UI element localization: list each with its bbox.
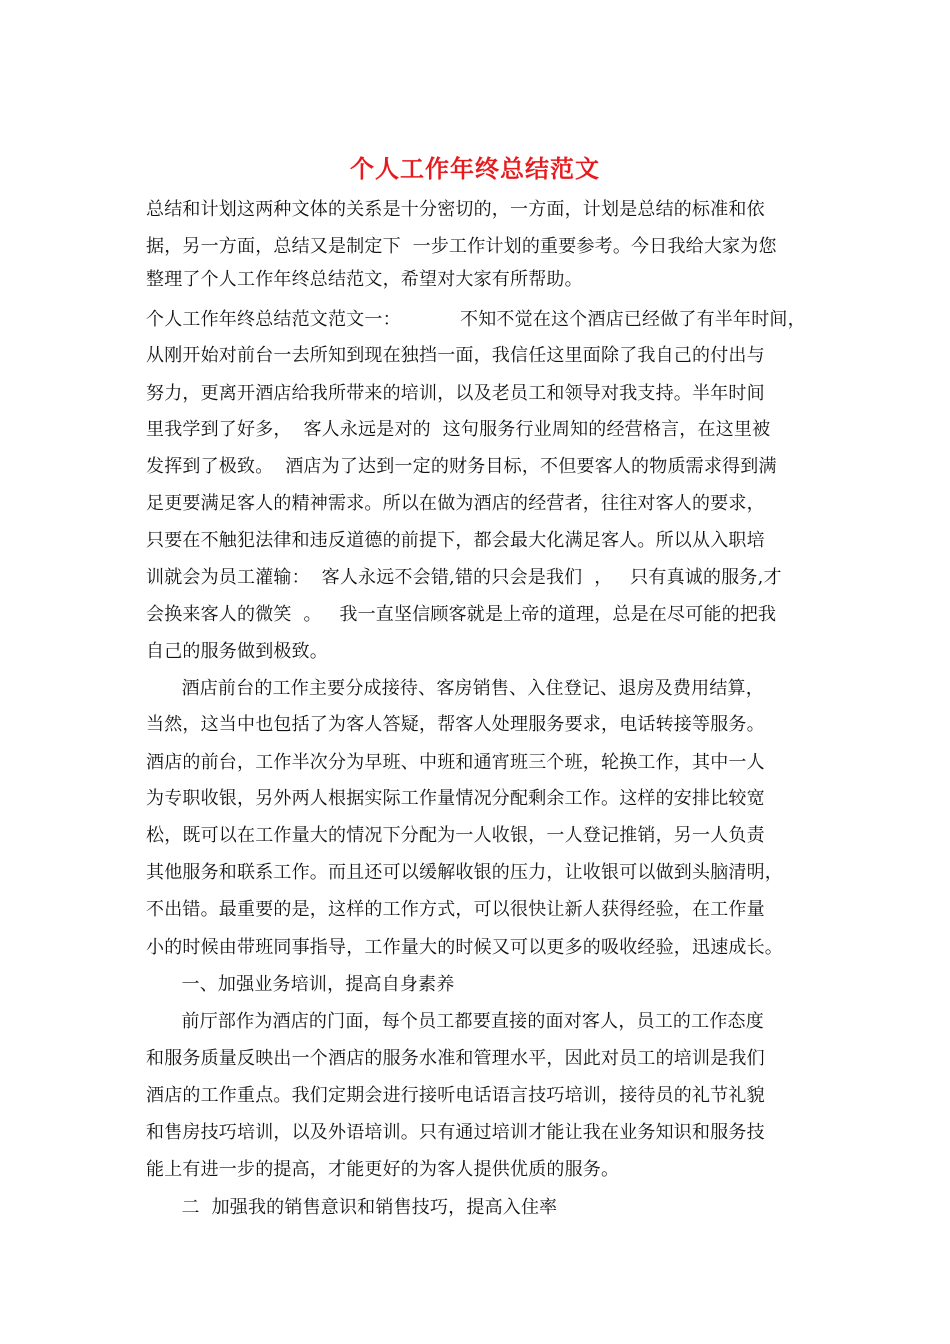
body-line: 酒店的前台，工作半次分为早班、中班和通宵班三个班，轮换工作，其中一人: [146, 752, 765, 773]
body-line: 足更要满足客人的精神需求。所以在做为酒店的经营者，往往对客人的要求，: [146, 493, 765, 514]
body-line: 努力，更离开酒店给我所带来的培训，以及老员工和领导对我支持。半年时间: [146, 383, 765, 404]
section-heading: 一、加强业务培训，提高自身素养: [146, 974, 455, 995]
section-heading: 二 加强我的销售意识和销售技巧，提高入住率: [146, 1197, 558, 1218]
body-line: 其他服务和联系工作。而且还可以缓解收银的压力，让收银可以做到头脑清明，: [146, 862, 783, 883]
body-line: 不出错。最重要的是，这样的工作方式，可以很快让新人获得经验，在工作量: [146, 899, 765, 920]
body-line: 个人工作年终总结范文范文一： 不知不觉在这个酒店已经做了有半年时间，: [146, 309, 806, 330]
body-line: 里我学到了好多， 客人永远是对的 这句服务行业周知的经营格言，在这里被: [146, 419, 771, 440]
body-line: 发挥到了极致。 酒店为了达到一定的财务目标，不但要客人的物质需求得到满: [146, 456, 777, 477]
body-line: 当然，这当中也包括了为客人答疑，帮客人处理服务要求，电话转接等服务。: [146, 714, 765, 735]
body-line: 只要在不触犯法律和违反道德的前提下，都会最大化满足客人。所以从入职培: [146, 530, 765, 551]
body-line: 和服务质量反映出一个酒店的服务水准和管理水平，因此对员工的培训是我们: [146, 1048, 765, 1069]
body-line: 为专职收银，另外两人根据实际工作量情况分配剩余工作。这样的安排比较宽: [146, 788, 765, 809]
body-line: 松，既可以在工作量大的情况下分配为一人收银，一人登记推销，另一人负责: [146, 825, 765, 846]
body-line: 酒店的工作重点。我们定期会进行接听电话语言技巧培训，接待员的礼节礼貌: [146, 1085, 765, 1106]
body-line: 小的时候由带班同事指导，工作量大的时候又可以更多的吸收经验，迅速成长。: [146, 937, 783, 958]
body-line: 自己的服务做到极致。: [146, 641, 328, 662]
body-line: 能上有进一步的提高，才能更好的为客人提供优质的服务。: [146, 1159, 620, 1180]
body-line: 总结和计划这两种文体的关系是十分密切的，一方面，计划是总结的标准和依: [146, 199, 765, 220]
body-line: 酒店前台的工作主要分成接待、客房销售、入住登记、退房及费用结算，: [146, 678, 764, 699]
body-line: 从刚开始对前台一去所知到现在独挡一面，我信任这里面除了我自己的付出与: [146, 345, 765, 366]
body-line: 整理了个人工作年终总结范文，希望对大家有所帮助。: [146, 269, 583, 290]
body-line: 会换来客人的微笑 。 我一直坚信顾客就是上帝的道理，总是在尽可能的把我: [146, 604, 777, 625]
body-line: 前厅部作为酒店的门面，每个员工都要直接的面对客人，员工的工作态度: [146, 1011, 764, 1032]
body-line: 训就会为员工灌输： 客人永远不会错,错的只会是我们 ， 只有真诚的服务,才: [146, 567, 782, 588]
body-line: 和售房技巧培训，以及外语培训。只有通过培训才能让我在业务知识和服务技: [146, 1122, 765, 1143]
document-title: 个人工作年终总结范文: [350, 154, 600, 183]
body-line: 据，另一方面，总结又是制定下 一步工作计划的重要参考。今日我给大家为您: [146, 236, 777, 257]
